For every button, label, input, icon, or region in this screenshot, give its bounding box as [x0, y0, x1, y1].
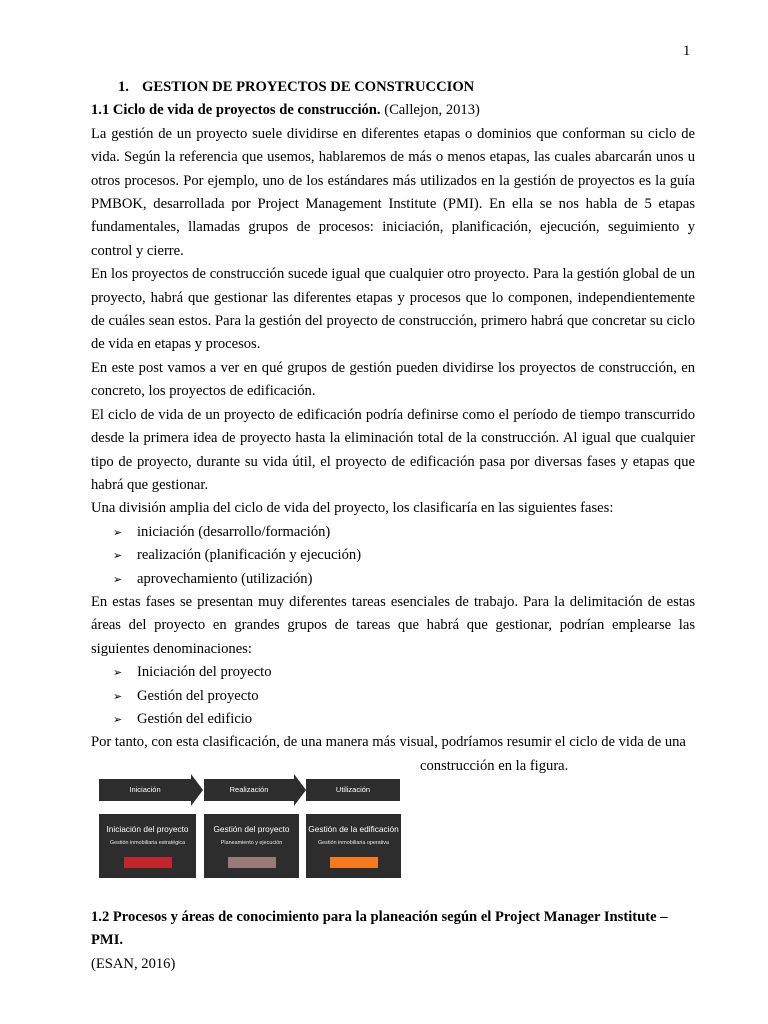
arrow-right-icon: [191, 774, 203, 806]
paragraph-4: El ciclo de vida de un proyecto de edificación podría definirse como el período de tiempo transcurrido desde la primera idea de proyecto hasta la eliminación total de la construcción. Al igual que cualquier tipo de proyecto, durante su vida útil, el proyecto de edificación pasa por diversas fases y etapas que habrá que gestionar.: [91, 406, 695, 493]
closing-line-2: construcción en la figura.: [420, 757, 569, 774]
list-item: ➢ iniciación (desarrollo/formación): [113, 521, 695, 544]
arrow-bullet-icon: ➢: [113, 549, 123, 563]
paragraph-6: En estas fases se presentan muy diferentes tareas esenciales de trabajo. Para la delimitación de estas áreas del proyecto en grandes grupos de tareas que habrá que gestionar, podrían emplearse las siguientes denominaciones:: [91, 593, 695, 657]
arrow-bullet-icon: ➢: [113, 712, 123, 726]
phase-iniciacion: Iniciación: [99, 779, 191, 801]
phase-list: [91, 521, 695, 591]
list-item: ➢ Gestión del proyecto: [113, 685, 695, 708]
panel-iniciacion-proyecto: Iniciación del proyecto Gestión inmobiliaria estratégica: [99, 814, 196, 878]
paragraph-2: En los proyectos de construcción sucede igual que cualquier otro proyecto. Para la gestión global de un proyecto, habrá que gestionar las diferentes etapas y procesos que lo componen, independientemente de cuáles sean estos. Para la gestión del proyecto de construcción, primero habrá que concretar su ciclo de vida en etapas y procesos.: [91, 266, 695, 353]
arrow-bullet-icon: ➢: [113, 689, 123, 703]
color-swatch: [330, 857, 378, 868]
list-item: ➢ aprovechamiento (utilización): [113, 568, 695, 591]
list-item: ➢ realización (planificación y ejecución): [113, 544, 695, 567]
section-1-2-heading: [91, 906, 695, 976]
section-1-1-citation: (Callejon, 2013): [380, 102, 480, 119]
panel-gestion-edificacion: Gestión de la edificación Gestión inmobiliaria operativa: [306, 814, 401, 878]
arrow-bullet-icon: ➢: [113, 572, 123, 586]
management-list: [91, 661, 695, 731]
phase-utilizacion: Utilización: [306, 779, 400, 801]
paragraph-1: La gestión de un proyecto suele dividirse en diferentes etapas o dominios que conforman su ciclo de vida. Según la referencia que usemos, hablaremos de más o menos etapas, las cuales abarcarán unos u otros procesos. Por ejemplo, uno de los estándares más utilizados en la gestión de proyectos es la guía PMBOK, desarrollada por Project Management Institute (PMI). En ella se nos habla de 5 etapas fundamentales, llamadas grupos de procesos: iniciación, planificación, ejecución, seguimiento y control y cierre.: [91, 125, 695, 259]
paragraph-3: En este post vamos a ver en qué grupos de gestión pueden dividirse los proyectos de construcción, en concreto, los proyectos de edificación.: [91, 359, 695, 400]
section-1-1-title: 1.1 Ciclo de vida de proyectos de construcción.: [91, 102, 381, 119]
paragraph-5: Una división amplia del ciclo de vida del proyecto, los clasificaría en las siguientes fases:: [91, 500, 614, 517]
panel-row: [97, 814, 401, 878]
heading-1: [118, 76, 695, 99]
arrow-right-icon: [294, 774, 306, 806]
heading-number: 1.: [118, 79, 129, 95]
page-number: 1: [683, 43, 691, 59]
list-item: ➢ Gestión del edificio: [113, 708, 695, 731]
arrow-bullet-icon: ➢: [113, 525, 123, 539]
section-1-2-title: 1.2 Procesos y áreas de conocimiento para la planeación según el Project Manager Institute – PMI.: [91, 909, 668, 949]
section-1-1-heading: [91, 99, 695, 122]
panel-gestion-proyecto: Gestión del proyecto Planeamiento y ejecución: [204, 814, 299, 878]
heading-text: GESTION DE PROYECTOS DE CONSTRUCCION: [142, 79, 475, 95]
color-swatch: [124, 857, 172, 868]
lifecycle-figure: [97, 774, 401, 878]
list-item: ➢ Iniciación del proyecto: [113, 661, 695, 684]
section-1-2-citation: (ESAN, 2016): [91, 955, 176, 972]
document-body: [91, 76, 695, 778]
closing-line-1: Por tanto, con esta clasificación, de una manera más visual, podríamos resumir el ciclo de vida de una: [91, 734, 686, 751]
arrow-bullet-icon: ➢: [113, 666, 123, 680]
color-swatch: [228, 857, 276, 868]
phase-realizacion: Realización: [204, 779, 294, 801]
phase-row: [97, 774, 401, 802]
